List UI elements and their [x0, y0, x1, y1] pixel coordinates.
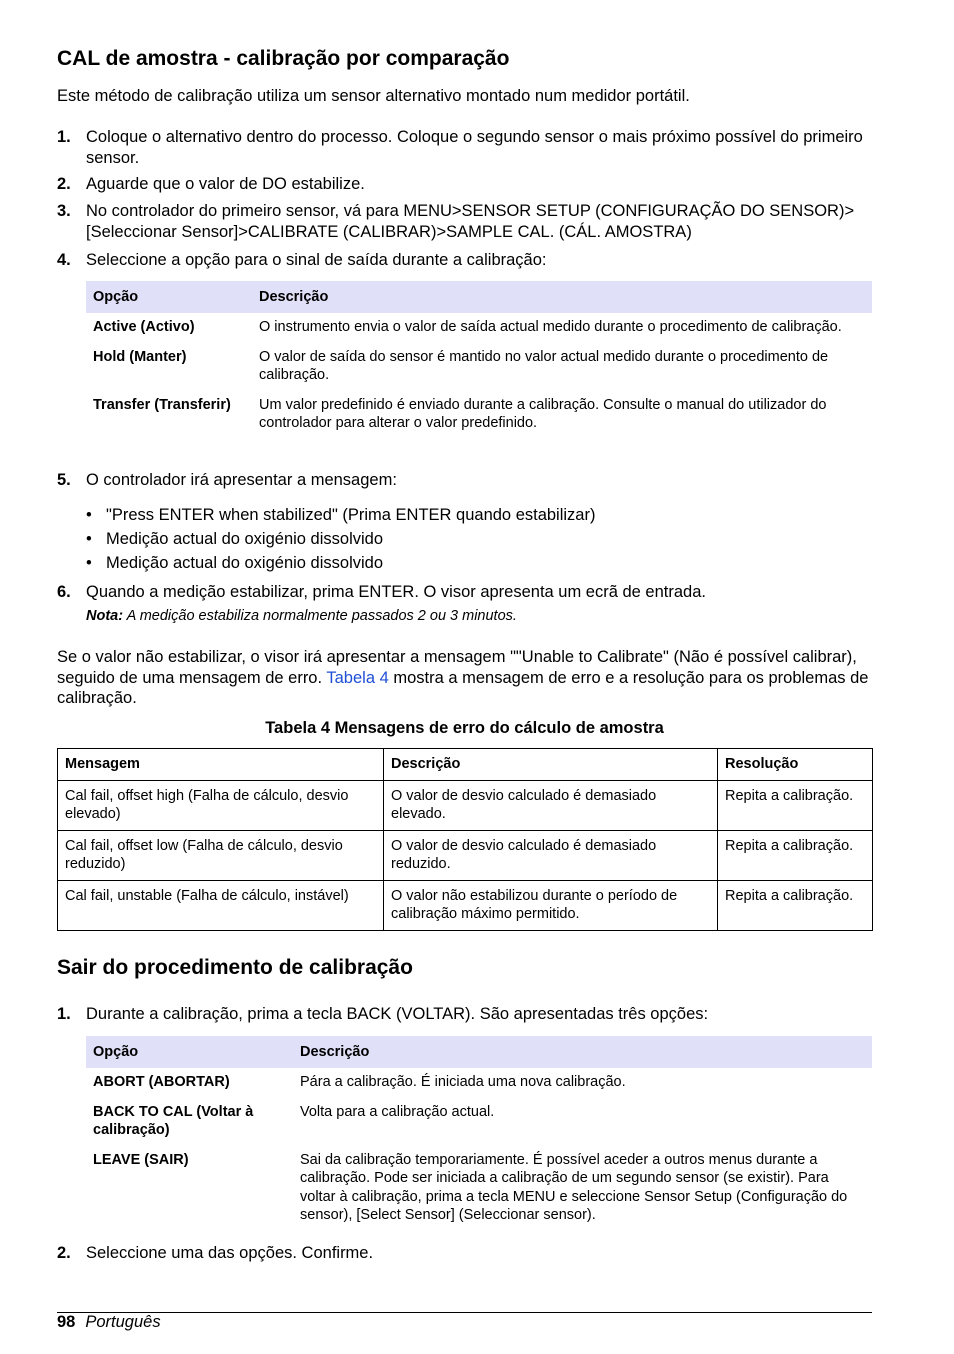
- step-2: [57, 174, 872, 195]
- error-paragraph: Se o valor não estabilizar, o visor irá apresentar a mensagem ""Unable to Calibrate" (Não é possível calibrar), seguido de uma mensagem de erro. Tabela 4 mostra a mensagem de erro e a resolução para os problemas de calibração.: [57, 648, 869, 707]
- table-row: [86, 313, 872, 343]
- table-header: Opção: [86, 281, 252, 313]
- step-4: [57, 250, 872, 271]
- step-text: No controlador do primeiro sensor, vá para MENU>SENSOR SETUP (CONFIGURAÇÃO DO SENSOR)>[Seleccionar Sensor]>CALIBRATE (CALIBRAR)>SAMPLE CAL. (CÁL. AMOSTRA): [86, 202, 855, 241]
- table-header: Mensagem: [58, 749, 384, 781]
- message-bullet-list: [86, 503, 872, 575]
- section-title-sair: Sair do procedimento de calibração: [57, 956, 413, 979]
- table-header: Descrição: [293, 1036, 872, 1068]
- option-cell: LEAVE (SAIR): [93, 1151, 189, 1168]
- step-text: Seleccione uma das opções. Confirme.: [86, 1244, 374, 1262]
- table-row: [86, 1068, 872, 1098]
- table-4-link[interactable]: Tabela 4: [326, 668, 389, 687]
- option-cell: ABORT (ABORTAR): [93, 1074, 230, 1090]
- page-footer: [57, 1313, 161, 1332]
- table-row: [86, 1098, 872, 1146]
- step-text: Coloque o alternativo dentro do processo. Coloque o segundo sensor o mais próximo possível do primeiro sensor.: [86, 128, 863, 167]
- description-cell: O valor de desvio calculado é demasiado reduzido.: [384, 830, 718, 880]
- step-text: O controlador irá apresentar a mensagem:: [86, 471, 397, 489]
- description-cell: Sai da calibração temporariamente. É possível aceder a outros menus durante a calibração. Pode ser iniciada a calibração de um segundo sensor (se existir). Para voltar à calibração, prima a tecla MENU e seleccione Sensor Setup (Configuração do sensor), [Select Sensor] (Seleccionar sensor).: [300, 1151, 848, 1223]
- description-cell: Pára a calibração. É iniciada uma nova calibração.: [300, 1074, 626, 1090]
- table-row: [86, 1146, 872, 1231]
- description-cell: O instrumento envia o valor de saída actual medido durante o procedimento de calibração.: [259, 319, 842, 335]
- exit-options-table: [86, 1036, 872, 1231]
- step-number: 1.: [57, 128, 71, 146]
- step-number: 6.: [57, 583, 71, 601]
- bullet-text: Medição actual do oxigénio dissolvido: [106, 530, 384, 548]
- table-header: Resolução: [718, 749, 873, 781]
- note-label: Nota:: [86, 608, 124, 624]
- step-number: 4.: [57, 251, 71, 269]
- option-cell: BACK TO CAL (Voltar à calibração): [93, 1103, 254, 1138]
- step-text: Quando a medição estabilizar, prima ENTER. O visor apresenta um ecrã de entrada.: [86, 583, 706, 601]
- step-number: 2.: [57, 1244, 71, 1262]
- table-header: Opção: [86, 1036, 293, 1068]
- table-header: Descrição: [384, 749, 718, 781]
- step-text: Durante a calibração, prima a tecla BACK (VOLTAR). São apresentadas três opções:: [86, 1005, 709, 1023]
- resolution-cell: Repita a calibração.: [718, 880, 873, 930]
- description-cell: Um valor predefinido é enviado durante a calibração. Consulte o manual do utilizador do controlador para alterar o valor predefinido.: [259, 396, 827, 431]
- exit-step-1: [57, 1004, 872, 1025]
- bullet-text: "Press ENTER when stabilized" (Prima ENTER quando estabilizar): [106, 506, 596, 524]
- footer-divider: [57, 1312, 872, 1313]
- table-row: [86, 391, 872, 439]
- error-messages-table: [57, 748, 873, 931]
- table-row: [58, 830, 873, 880]
- page-number: 98: [57, 1313, 76, 1331]
- step-number: 1.: [57, 1005, 71, 1023]
- list-item: • Medição actual do oxigénio dissolvido: [86, 554, 384, 572]
- section-title-cal-amostra: CAL de amostra - calibração por comparação: [57, 47, 510, 70]
- note-text: A medição estabiliza normalmente passados 2 ou 3 minutos.: [126, 608, 517, 624]
- description-cell: Volta para a calibração actual.: [300, 1103, 495, 1120]
- note: [86, 608, 517, 624]
- table-header: Descrição: [252, 281, 872, 313]
- option-cell: Hold (Manter): [93, 348, 187, 365]
- step-text: Seleccione a opção para o sinal de saída durante a calibração:: [86, 251, 547, 269]
- option-cell: Active (Activo): [93, 319, 195, 335]
- table-row: [86, 343, 872, 391]
- output-options-table: [86, 281, 872, 439]
- message-cell: Cal fail, offset high (Falha de cálculo, desvio elevado): [58, 780, 384, 830]
- step-number: 5.: [57, 471, 71, 489]
- resolution-cell: Repita a calibração.: [718, 780, 873, 830]
- message-cell: Cal fail, offset low (Falha de cálculo, desvio reduzido): [58, 830, 384, 880]
- table-row: [58, 880, 873, 930]
- list-item: • Medição actual do oxigénio dissolvido: [86, 530, 384, 548]
- description-cell: O valor de saída do sensor é mantido no valor actual medido durante o procedimento de calibração.: [259, 348, 829, 383]
- option-cell: Transfer (Transferir): [93, 396, 231, 413]
- step-text: Aguarde que o valor de DO estabilize.: [86, 175, 365, 193]
- step-5: [57, 470, 872, 491]
- list-item: • "Press ENTER when stabilized" (Prima ENTER quando estabilizar): [86, 506, 596, 524]
- step-1: [57, 127, 872, 168]
- step-6: [57, 582, 872, 603]
- step-number: 3.: [57, 202, 71, 220]
- step-number: 2.: [57, 175, 71, 193]
- message-cell: Cal fail, unstable (Falha de cálculo, instável): [58, 880, 384, 930]
- description-cell: O valor de desvio calculado é demasiado elevado.: [384, 780, 718, 830]
- bullet-text: Medição actual do oxigénio dissolvido: [106, 554, 384, 572]
- footer-language: Português: [85, 1313, 161, 1331]
- step-3: [57, 201, 872, 242]
- description-cell: O valor não estabilizou durante o período de calibração máximo permitido.: [384, 880, 718, 930]
- exit-step-2: [57, 1243, 872, 1264]
- intro-paragraph: Este método de calibração utiliza um sensor alternativo montado num medidor portátil.: [57, 87, 690, 105]
- table-row: [58, 780, 873, 830]
- resolution-cell: Repita a calibração.: [718, 830, 873, 880]
- table-caption: Tabela 4 Mensagens de erro do cálculo de amostra: [265, 719, 664, 737]
